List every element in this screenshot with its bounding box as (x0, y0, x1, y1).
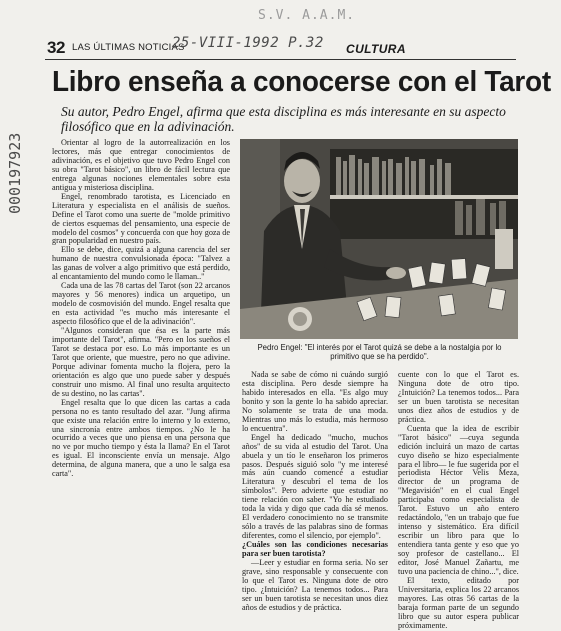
photo-caption: Pedro Engel: "El interés por el Tarot quizá se debe a la nostalgia por lo primitivo que se ha perdido". (257, 343, 502, 362)
publication-name: LAS ÚLTIMAS NOTICIAS (72, 42, 185, 53)
interview-question: ¿Cuáles son las condiciones necesarias para ser buen tarotista? (242, 540, 388, 559)
photo-illustration (240, 139, 518, 339)
paragraph: Cada una de las 78 cartas del Tarot (son 22 arcanos mayores y 56 menores) indica un arquetipo, un modelo de cosmovisión del mundo. Engel resalta que en esta actividad "es mucho más interesante el aspecto filosófico que el de la adivinación". (52, 281, 230, 327)
paragraph: Nada se sabe de cómo ni cuándo surgió esta disciplina. Pero desde siempre ha habido interesados en ella. "Es algo muy bonito y son la gente lo ha sabido apreciar. No solamente se trata de una moda. Mientras uno más lo estudia, más hermoso lo encuentra". (242, 370, 388, 433)
paragraph: Engel resalta que lo que dicen las cartas a cada persona no es tanto resultado del azar. "Jung afirma que existe una relación entre lo interno y lo externo, una sincronía entre ambos tiempos. ¿No le ha ocurrido a veces que uno piensa en una persona que no ve por mucho tiempo y ésta la llama? En el Tarot es igual. El inconsciente envía un mensaje. Algo determina, de alguna manera, que a uno le salga esa carta". (52, 397, 230, 479)
paragraph: Orientar al logro de la autorrealización en los lectores, más que entregar conocimientos de adivinación, es el objetivo que tuvo Pedro Engel con su obra "Tarot básico", un libro de fácil lectura que entrega algunas nociones elementales sobre esta antigua y misteriosa disciplina. (52, 138, 230, 192)
header-rule (45, 59, 516, 60)
paragraph: Ello se debe, dice, quizá a alguna carencia del ser humano de nuestra convulsionada época: "Talvez a las ganas de volver a algo primitivo que está perdido, al encantamiento del mundo como le llaman.." (52, 245, 230, 282)
article-title: Libro enseña a conocerse con el Tarot (52, 66, 551, 98)
paragraph: cuente con lo que el Tarot es. Ninguna dote de otro tipo. ¿Intuición? La tenemos todos... Para ser un buen tarotista se necesitan unos diez años de estudios y de práctica. (398, 370, 519, 424)
paragraph: Engel, renombrado tarotista, es Licenciado en Literatura y especialista en el análisis de sueños. Define el Tarot como una suerte de "molde primitivo de ciertos esquemas del pensamiento, una especie de modelo del cosmos" y concuerda con que hoy goza de gran popularidad en nuestro país. (52, 191, 230, 246)
article-photo (240, 139, 518, 339)
body-column-3 (398, 370, 519, 630)
paragraph: —Leer y estudiar en forma seria. No ser grave, sino responsable y consecuente con lo que el Tarot es. Ninguna dote de otro tipo. ¿Intuición? La tenemos todos... Para ser un buen tarotista se necesitan unos diez años de estudios y de práctica. (242, 558, 388, 612)
paragraph: "Algunos consideran que ésa es la parte más importante del Tarot", afirma. "Pero en los sueños el Tarot se destaca por eso. Lo más importante es un Tarot que oriente, que muestre, pero no que adivine. Porque adivinar fomenta mucho la flojera, pero la orientación es algo que uno puede saber y después construir uno mismo. Al final uno resulta arquitecto de su destino, no las cartas". (52, 326, 230, 398)
paragraph: Engel ha dedicado "mucho, muchos años" de su vida al estudio del Tarot. Una abuela y un tío le enseñaron los primeros pasos. Después siguió solo "y me interesé más aún cuando comencé a estudiar Literatura y descubrí el tema de los símbolos". Pero advierte que estudiar no tiene relación con saber. "Yo he estudiado toda la vida y digo que cada día sé menos. El verdadero conocimiento no se transmite sólo a través de las palabras sino de formas diferentes, como el silencio, por ejemplo". (242, 432, 388, 541)
side-archive-number-text: 000197923 (6, 132, 24, 214)
body-column-2 (242, 370, 388, 612)
section-label: CULTURA (346, 42, 406, 56)
paragraph: Cuenta que la idea de escribir "Tarot básico" —cuya segunda edición incluirá un mazo de cartas cuyo diseño se hizo especialmente para el libro— le fue sugerida por el periodista Héctor Velis Meza, director de un programa de "Megavisión" en el cual Engel participaba como especialista de Tarot. Estuvo un año entero redactándolo, "en un trabajo que fue intenso y sistemático. Era difícil escribir un libro para que lo entendiera tanta gente y eso que yo soy profesor de castellano... El editor, José Manuel Zañartu, me tuvo una paciencia de chino...", dice. (398, 423, 519, 576)
handwritten-note-top: S.V. A.A.M. (258, 8, 356, 23)
handwritten-date: 25-VIII-1992 P.32 (172, 35, 324, 51)
page-number: 32 (47, 38, 65, 57)
paragraph: El texto, editado por Universitaria, explica los 22 arcanos mayores. Las otras 56 cartas de la baraja forman parte de un segundo libro que su autor espera publicar próximamente. (398, 575, 519, 630)
body-column-1 (52, 139, 230, 599)
article-deck: Su autor, Pedro Engel, afirma que esta disciplina es más interesante en su aspecto filosófico que en la adivinación. (61, 104, 506, 134)
